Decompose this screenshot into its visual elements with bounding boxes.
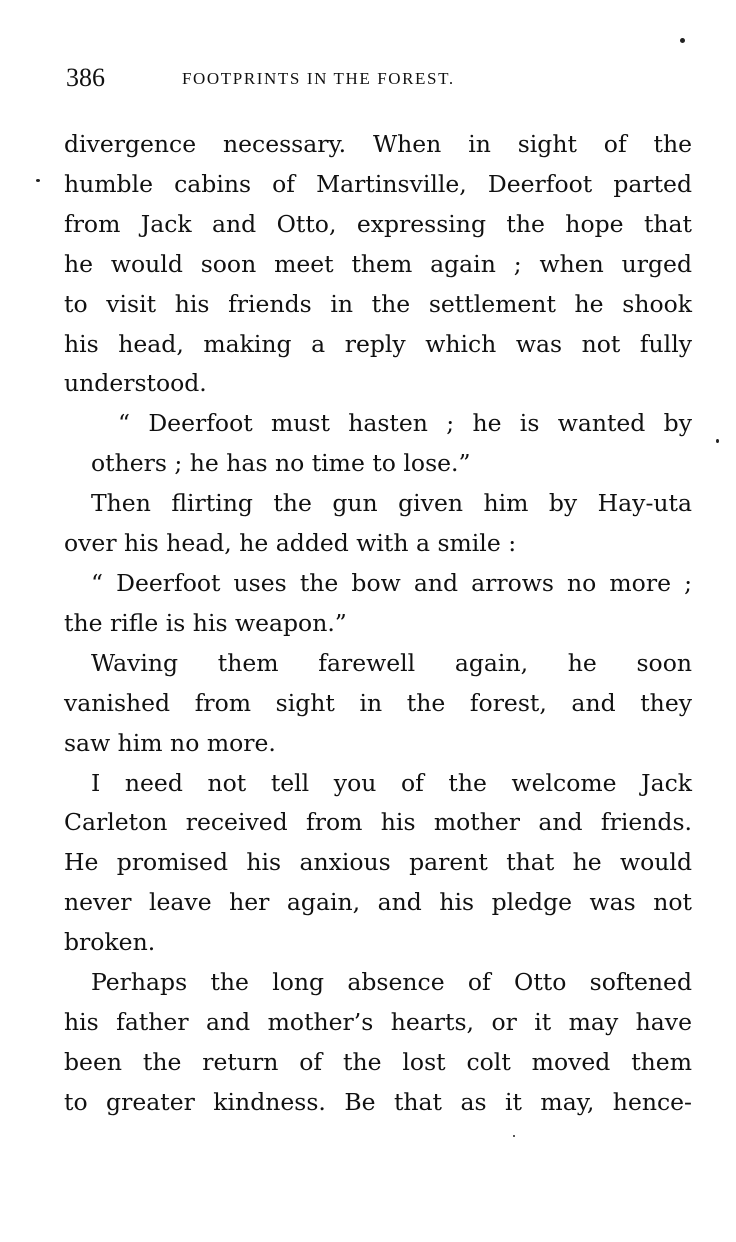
text-line: I need not tell you of the welcome Jack xyxy=(91,768,692,797)
paragraph xyxy=(64,963,692,1123)
text-line: to visit his friends in the settlement he shook xyxy=(64,289,692,318)
text-line: understood. xyxy=(64,369,207,398)
print-speck xyxy=(36,179,40,182)
text-line: his head, making a reply which was not fully xyxy=(64,329,692,358)
text-line: “ Deerfoot must hasten ; he is wanted by xyxy=(118,409,692,438)
text-line: saw him no more. xyxy=(64,728,276,757)
text-line: divergence necessary. When in sight of the xyxy=(64,130,692,158)
print-speck xyxy=(680,38,685,43)
page-header xyxy=(66,62,686,94)
paragraph xyxy=(64,564,692,644)
text-line: the rifle is his weapon.” xyxy=(64,608,347,637)
text-line: to greater kindness. Be that as it may, hence- xyxy=(64,1087,692,1116)
text-line: he would soon meet them again ; when urged xyxy=(64,249,692,278)
text-line: “ Deerfoot uses the bow and arrows no more ; xyxy=(91,568,692,597)
print-speck xyxy=(513,1135,515,1137)
body-text xyxy=(64,125,692,1123)
paragraph xyxy=(64,644,692,764)
text-line: never leave her again, and his pledge was not xyxy=(64,888,692,917)
text-line: others ; he has no time to lose.” xyxy=(91,449,471,478)
text-line: Perhaps the long absence of Otto softened xyxy=(91,968,692,997)
running-head: FOOTPRINTS IN THE FOREST. xyxy=(182,69,455,88)
page-number: 386 xyxy=(66,63,105,92)
text-line: humble cabins of Martinsville, Deerfoot parted xyxy=(64,169,692,198)
text-line: been the return of the lost colt moved them xyxy=(64,1047,692,1076)
text-line: He promised his anxious parent that he would xyxy=(64,848,692,877)
paragraph xyxy=(64,764,692,964)
text-line: vanished from sight in the forest, and they xyxy=(64,688,692,717)
text-line: broken. xyxy=(64,928,156,957)
text-line: from Jack and Otto, expressing the hope that xyxy=(64,209,692,238)
print-speck xyxy=(716,439,719,443)
paragraph xyxy=(64,484,692,564)
paragraph xyxy=(64,125,692,404)
paragraph xyxy=(64,404,692,484)
text-line: Carleton received from his mother and friends. xyxy=(64,808,692,837)
text-line: Then flirting the gun given him by Hay-uta xyxy=(91,489,692,518)
text-line: Waving them farewell again, he soon xyxy=(91,648,692,677)
text-line: his father and mother’s hearts, or it may have xyxy=(64,1007,692,1036)
text-line: over his head, he added with a smile : xyxy=(64,529,517,558)
